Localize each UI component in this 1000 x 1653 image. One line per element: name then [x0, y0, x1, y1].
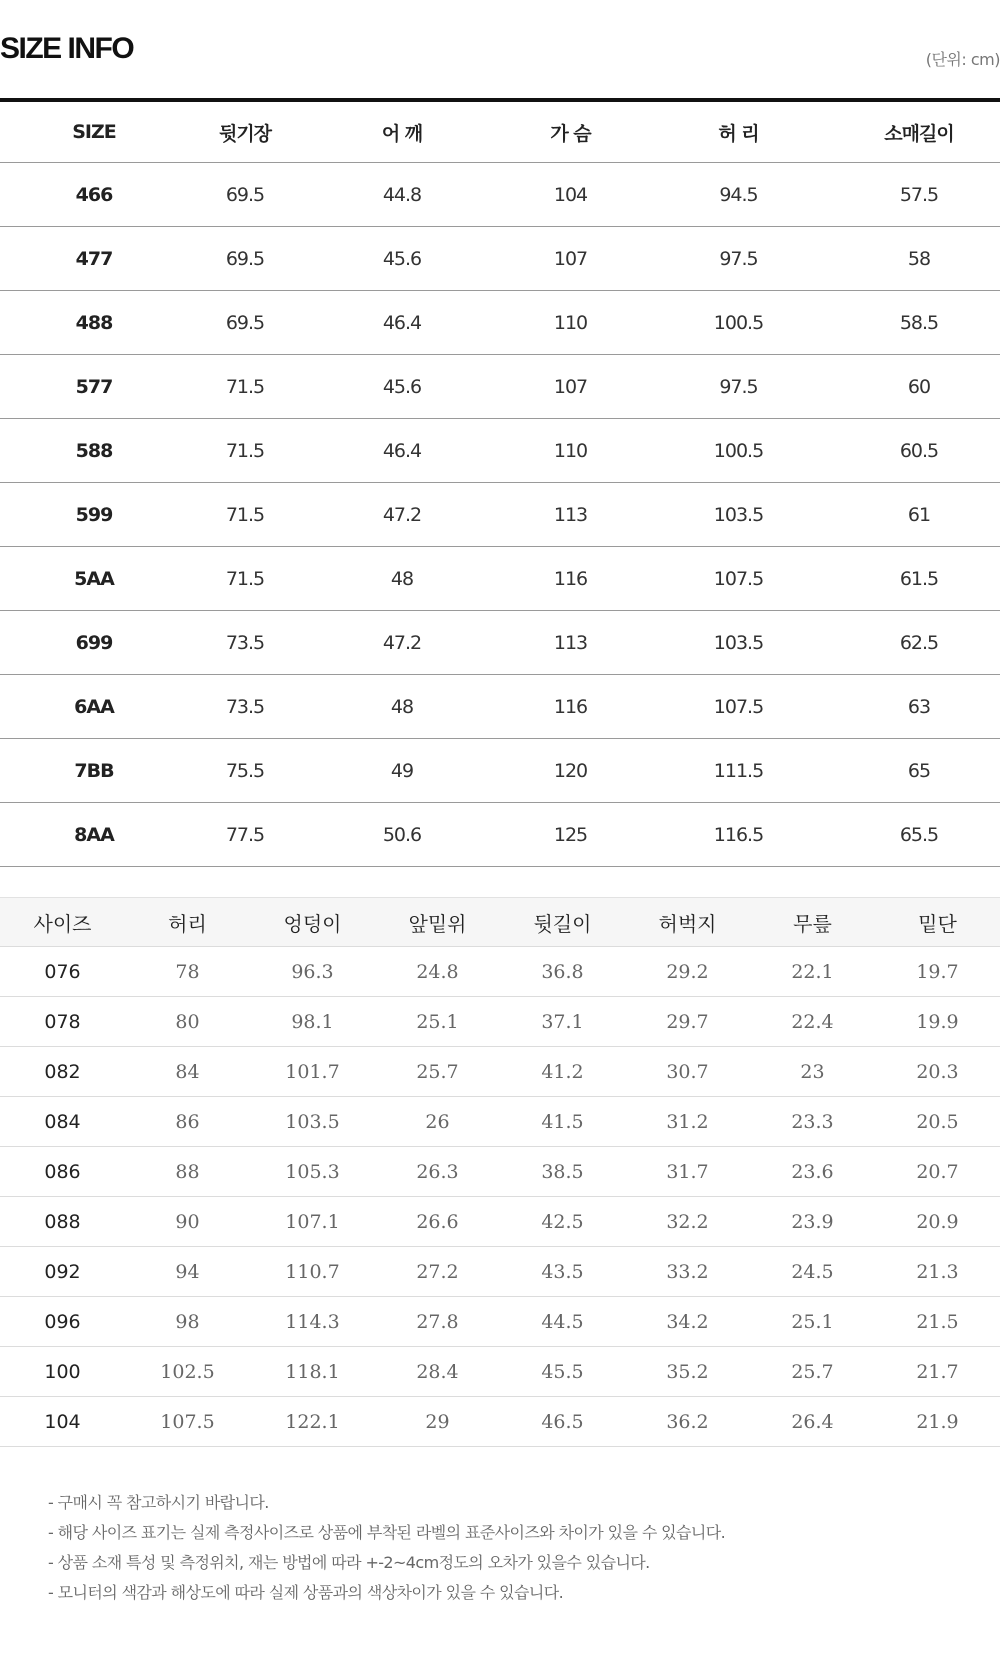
size-cell: 7BB: [0, 739, 188, 803]
measurement-cell: 23.6: [750, 1147, 875, 1197]
table-row: [0, 1097, 1000, 1147]
measurement-cell: 22.4: [750, 997, 875, 1047]
measurement-cell: 113: [502, 611, 639, 675]
measurement-cell: 30.7: [625, 1047, 750, 1097]
measurement-cell: 107.5: [639, 675, 838, 739]
measurement-cell: 47.2: [302, 483, 502, 547]
note-line: - 해당 사이즈 표기는 실제 측정사이즈로 상품에 부착된 라벨의 표준사이즈와 차이가 있을 수 있습니다.: [48, 1523, 726, 1542]
measurement-cell: 23: [750, 1047, 875, 1097]
measurement-cell: 101.7: [250, 1047, 375, 1097]
measurement-cell: 47.2: [302, 611, 502, 675]
size-cell: 082: [0, 1047, 125, 1097]
measurement-cell: 71.5: [188, 483, 302, 547]
measurement-cell: 78: [125, 947, 250, 997]
size-cell: 577: [0, 355, 188, 419]
measurement-cell: 21.7: [875, 1347, 1000, 1397]
measurement-cell: 107.5: [639, 547, 838, 611]
table-row: [0, 1197, 1000, 1247]
measurement-cell: 48: [302, 547, 502, 611]
measurement-cell: 125: [502, 803, 639, 867]
table-row: [0, 547, 1000, 611]
measurement-cell: 102.5: [125, 1347, 250, 1397]
measurement-cell: 100.5: [639, 419, 838, 483]
size-cell: 086: [0, 1147, 125, 1197]
measurement-cell: 41.5: [500, 1097, 625, 1147]
measurement-cell: 61.5: [838, 547, 1000, 611]
table-row: [0, 483, 1000, 547]
measurement-cell: 21.9: [875, 1397, 1000, 1447]
measurement-cell: 116: [502, 547, 639, 611]
column-header: 가 슴: [502, 100, 639, 163]
measurement-cell: 33.2: [625, 1247, 750, 1297]
measurement-cell: 27.2: [375, 1247, 500, 1297]
table-row: [0, 803, 1000, 867]
measurement-cell: 46.4: [302, 419, 502, 483]
size-cell: 599: [0, 483, 188, 547]
column-header: 무릎: [750, 898, 875, 947]
measurement-cell: 46.5: [500, 1397, 625, 1447]
measurement-cell: 107.5: [125, 1397, 250, 1447]
table-row: [0, 675, 1000, 739]
measurement-cell: 118.1: [250, 1347, 375, 1397]
top-size-table: [0, 98, 1000, 867]
measurement-cell: 63: [838, 675, 1000, 739]
measurement-cell: 84: [125, 1047, 250, 1097]
measurement-cell: 20.3: [875, 1047, 1000, 1097]
table-row: [0, 1147, 1000, 1197]
measurement-cell: 24.8: [375, 947, 500, 997]
table-row: [0, 1397, 1000, 1447]
measurement-cell: 71.5: [188, 419, 302, 483]
measurement-cell: 107.1: [250, 1197, 375, 1247]
measurement-cell: 26.6: [375, 1197, 500, 1247]
size-cell: 5AA: [0, 547, 188, 611]
measurement-cell: 97.5: [639, 355, 838, 419]
size-cell: 8AA: [0, 803, 188, 867]
table-row: [0, 419, 1000, 483]
size-cell: 104: [0, 1397, 125, 1447]
measurement-cell: 71.5: [188, 547, 302, 611]
measurement-cell: 31.7: [625, 1147, 750, 1197]
measurement-cell: 49: [302, 739, 502, 803]
measurement-cell: 20.5: [875, 1097, 1000, 1147]
measurement-cell: 24.5: [750, 1247, 875, 1297]
measurement-cell: 73.5: [188, 611, 302, 675]
column-header: 어 깨: [302, 100, 502, 163]
measurement-cell: 58.5: [838, 291, 1000, 355]
table-row: [0, 611, 1000, 675]
measurement-cell: 58: [838, 227, 1000, 291]
column-header: 사이즈: [0, 898, 125, 947]
measurement-cell: 69.5: [188, 291, 302, 355]
table-row: [0, 291, 1000, 355]
table-row: [0, 997, 1000, 1047]
column-header: SIZE: [0, 100, 188, 163]
table-row: [0, 739, 1000, 803]
table-row: [0, 227, 1000, 291]
measurement-cell: 65: [838, 739, 1000, 803]
measurement-cell: 25.1: [375, 997, 500, 1047]
measurement-cell: 21.5: [875, 1297, 1000, 1347]
measurement-cell: 26: [375, 1097, 500, 1147]
measurement-cell: 42.5: [500, 1197, 625, 1247]
measurement-cell: 80: [125, 997, 250, 1047]
measurement-cell: 69.5: [188, 163, 302, 227]
size-cell: 699: [0, 611, 188, 675]
measurement-cell: 86: [125, 1097, 250, 1147]
measurement-cell: 35.2: [625, 1347, 750, 1397]
measurement-cell: 105.3: [250, 1147, 375, 1197]
measurement-cell: 45.6: [302, 355, 502, 419]
measurement-cell: 60: [838, 355, 1000, 419]
measurement-cell: 69.5: [188, 227, 302, 291]
measurement-cell: 98: [125, 1297, 250, 1347]
measurement-cell: 45.5: [500, 1347, 625, 1397]
column-header: 뒷기장: [188, 100, 302, 163]
size-cell: 092: [0, 1247, 125, 1297]
measurement-cell: 32.2: [625, 1197, 750, 1247]
measurement-cell: 110: [502, 291, 639, 355]
measurement-cell: 19.7: [875, 947, 1000, 997]
measurement-cell: 23.3: [750, 1097, 875, 1147]
column-header: 허리: [125, 898, 250, 947]
size-cell: 088: [0, 1197, 125, 1247]
measurement-cell: 103.5: [639, 611, 838, 675]
measurement-cell: 60.5: [838, 419, 1000, 483]
measurement-cell: 34.2: [625, 1297, 750, 1347]
measurement-cell: 29: [375, 1397, 500, 1447]
size-cell: 588: [0, 419, 188, 483]
measurement-cell: 94.5: [639, 163, 838, 227]
measurement-cell: 104: [502, 163, 639, 227]
measurement-cell: 116.5: [639, 803, 838, 867]
measurement-cell: 37.1: [500, 997, 625, 1047]
table-header-row: [0, 898, 1000, 947]
measurement-cell: 48: [302, 675, 502, 739]
measurement-cell: 94: [125, 1247, 250, 1297]
size-cell: 084: [0, 1097, 125, 1147]
measurement-cell: 97.5: [639, 227, 838, 291]
measurement-cell: 28.4: [375, 1347, 500, 1397]
measurement-cell: 111.5: [639, 739, 838, 803]
column-header: 소매길이: [838, 100, 1000, 163]
measurement-cell: 26.4: [750, 1397, 875, 1447]
measurement-cell: 103.5: [639, 483, 838, 547]
measurement-cell: 26.3: [375, 1147, 500, 1197]
table-row: [0, 355, 1000, 419]
measurement-cell: 23.9: [750, 1197, 875, 1247]
measurement-cell: 73.5: [188, 675, 302, 739]
measurement-cell: 122.1: [250, 1397, 375, 1447]
column-header: 허 리: [639, 100, 838, 163]
measurement-cell: 25.1: [750, 1297, 875, 1347]
measurement-cell: 98.1: [250, 997, 375, 1047]
size-cell: 078: [0, 997, 125, 1047]
measurement-cell: 100.5: [639, 291, 838, 355]
column-header: 뒷길이: [500, 898, 625, 947]
measurement-cell: 107: [502, 355, 639, 419]
note-line: - 모니터의 색감과 해상도에 따라 실제 상품과의 색상차이가 있을 수 있습니다.: [48, 1583, 564, 1602]
measurement-cell: 29.7: [625, 997, 750, 1047]
note-line: - 상품 소재 특성 및 측정위치, 재는 방법에 따라 +-2~4cm정도의 오차가 있을수 있습니다.: [48, 1553, 650, 1572]
measurement-cell: 65.5: [838, 803, 1000, 867]
measurement-cell: 29.2: [625, 947, 750, 997]
size-cell: 100: [0, 1347, 125, 1397]
measurement-cell: 88: [125, 1147, 250, 1197]
measurement-cell: 103.5: [250, 1097, 375, 1147]
table-row: [0, 1047, 1000, 1097]
measurement-cell: 20.7: [875, 1147, 1000, 1197]
page-title: SIZE INFO: [0, 32, 134, 65]
column-header: 밑단: [875, 898, 1000, 947]
measurement-cell: 44.5: [500, 1297, 625, 1347]
notes-list: [48, 1488, 725, 1608]
measurement-cell: 90: [125, 1197, 250, 1247]
measurement-cell: 21.3: [875, 1247, 1000, 1297]
measurement-cell: 38.5: [500, 1147, 625, 1197]
size-cell: 466: [0, 163, 188, 227]
table-header-row: [0, 100, 1000, 163]
table-row: [0, 1247, 1000, 1297]
size-cell: 477: [0, 227, 188, 291]
measurement-cell: 96.3: [250, 947, 375, 997]
measurement-cell: 36.8: [500, 947, 625, 997]
size-cell: 6AA: [0, 675, 188, 739]
measurement-cell: 41.2: [500, 1047, 625, 1097]
column-header: 엉덩이: [250, 898, 375, 947]
measurement-cell: 113: [502, 483, 639, 547]
table-row: [0, 1297, 1000, 1347]
measurement-cell: 45.6: [302, 227, 502, 291]
measurement-cell: 27.8: [375, 1297, 500, 1347]
measurement-cell: 116: [502, 675, 639, 739]
column-header: 앞밑위: [375, 898, 500, 947]
measurement-cell: 44.8: [302, 163, 502, 227]
measurement-cell: 71.5: [188, 355, 302, 419]
measurement-cell: 114.3: [250, 1297, 375, 1347]
measurement-cell: 75.5: [188, 739, 302, 803]
size-cell: 096: [0, 1297, 125, 1347]
note-line: - 구매시 꼭 참고하시기 바랍니다.: [48, 1493, 269, 1512]
size-cell: 488: [0, 291, 188, 355]
unit-label: (단위: cm): [925, 50, 1000, 69]
column-header: 허벅지: [625, 898, 750, 947]
measurement-cell: 43.5: [500, 1247, 625, 1297]
table-row: [0, 947, 1000, 997]
measurement-cell: 25.7: [750, 1347, 875, 1397]
measurement-cell: 20.9: [875, 1197, 1000, 1247]
measurement-cell: 120: [502, 739, 639, 803]
measurement-cell: 61: [838, 483, 1000, 547]
table-row: [0, 1347, 1000, 1397]
measurement-cell: 110.7: [250, 1247, 375, 1297]
measurement-cell: 57.5: [838, 163, 1000, 227]
measurement-cell: 107: [502, 227, 639, 291]
size-cell: 076: [0, 947, 125, 997]
bottom-size-table: [0, 897, 1000, 1447]
measurement-cell: 25.7: [375, 1047, 500, 1097]
measurement-cell: 36.2: [625, 1397, 750, 1447]
measurement-cell: 50.6: [302, 803, 502, 867]
measurement-cell: 77.5: [188, 803, 302, 867]
measurement-cell: 22.1: [750, 947, 875, 997]
measurement-cell: 31.2: [625, 1097, 750, 1147]
measurement-cell: 19.9: [875, 997, 1000, 1047]
measurement-cell: 110: [502, 419, 639, 483]
measurement-cell: 46.4: [302, 291, 502, 355]
measurement-cell: 62.5: [838, 611, 1000, 675]
table-row: [0, 163, 1000, 227]
